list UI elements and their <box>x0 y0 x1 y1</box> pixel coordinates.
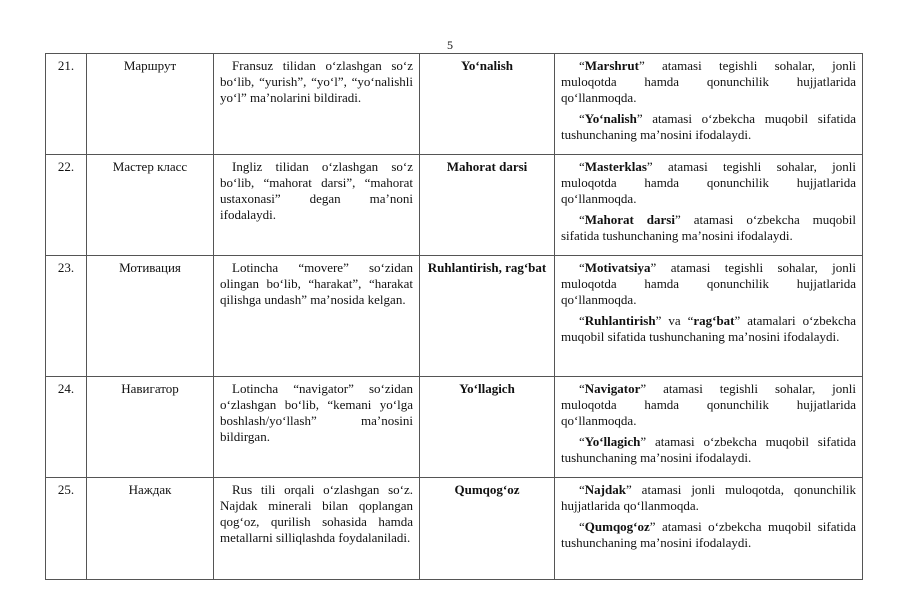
foreign-term: Мастер класс <box>87 155 214 256</box>
foreign-term: Маршрут <box>87 54 214 155</box>
term-origin: Ingliz tilidan o‘zlashgan so‘z bo‘lib, “mahorat darsi”, “mahorat ustaxonasi” degan ma’noni ifodalaydi. <box>214 155 420 256</box>
term-highlight: Qumqog‘oz <box>584 519 650 534</box>
row-number: 22. <box>46 155 87 256</box>
term-highlight: Ruhlantirish <box>584 313 656 328</box>
usage-note <box>555 377 863 478</box>
term-highlight: Masterklas <box>584 159 647 174</box>
term-origin: Rus tili orqali o‘zlashgan so‘z. Najdak minerali bilan qoplangan qog‘oz, qurilish sohasida hamda metallarni silliqlashda foydalaniladi. <box>214 478 420 580</box>
uzbek-equivalent: Yo‘nalish <box>420 54 555 155</box>
term-origin: Lotincha “navigator” so‘zidan o‘zlashgan bo‘lib, “kemani yo‘lga boshlash/yo‘llash” ma’nosini bildirgan. <box>214 377 420 478</box>
term-highlight: rag‘bat <box>693 313 735 328</box>
usage-paragraph: “Navigator” atamasi tegishli sohalar, jonli muloqotda hamda qonunchilik hujjatlarida qo‘llanmoqda. <box>561 381 856 428</box>
term-origin: Fransuz tilidan o‘zlashgan so‘z bo‘lib, “yurish”, “yo‘l”, “yo‘nalishli yo‘l” ma’nolarini bildiradi. <box>214 54 420 155</box>
row-number: 23. <box>46 256 87 377</box>
term-highlight: Najdak <box>584 482 626 497</box>
table-row <box>46 478 863 580</box>
foreign-term: Мотивация <box>87 256 214 377</box>
equivalent-paragraph: “Ruhlantirish” va “rag‘bat” atamalari o‘zbekcha muqobil sifatida tushunchaning ma’nosini ifodalaydi. <box>561 313 856 344</box>
equivalent-paragraph: “Mahorat darsi” atamasi o‘zbekcha muqobil sifatida tushunchaning ma’nosini ifodalaydi. <box>561 212 856 243</box>
term-highlight: Navigator <box>584 381 641 396</box>
term-origin: Lotincha “movere” so‘zidan olingan bo‘lib, “harakat”, “harakat qilishga undash” ma’nosida kelgan. <box>214 256 420 377</box>
equivalent-paragraph: “Yo‘nalish” atamasi o‘zbekcha muqobil sifatida tushunchaning ma’nosini ifodalaydi. <box>561 111 856 142</box>
table-row <box>46 377 863 478</box>
term-highlight: Mahorat darsi <box>584 212 675 227</box>
foreign-term: Навигатор <box>87 377 214 478</box>
usage-paragraph: “Motivatsiya” atamasi tegishli sohalar, jonli muloqotda hamda qonunchilik hujjatlarida qo‘llanmoqda. <box>561 260 856 307</box>
usage-note <box>555 155 863 256</box>
usage-note <box>555 256 863 377</box>
table-row <box>46 54 863 155</box>
table-row <box>46 256 863 377</box>
foreign-term: Наждак <box>87 478 214 580</box>
usage-paragraph: “Najdak” atamasi jonli muloqotda, qonunchilik hujjatlarida qo‘llanmoqda. <box>561 482 856 513</box>
equivalent-paragraph: “Yo‘llagich” atamasi o‘zbekcha muqobil sifatida tushunchaning ma’nosini ifodalaydi. <box>561 434 856 465</box>
usage-note <box>555 54 863 155</box>
row-number: 25. <box>46 478 87 580</box>
usage-paragraph: “Masterklas” atamasi tegishli sohalar, jonli muloqotda hamda qonunchilik hujjatlarida qo‘llanmoqda. <box>561 159 856 206</box>
page-number: 5 <box>447 38 453 52</box>
row-number: 24. <box>46 377 87 478</box>
equivalent-paragraph: “Qumqog‘oz” atamasi o‘zbekcha muqobil sifatida tushunchaning ma’nosini ifodalaydi. <box>561 519 856 550</box>
usage-paragraph: “Marshrut” atamasi tegishli sohalar, jonli muloqotda hamda qonunchilik hujjatlarida qo‘llanmoqda. <box>561 58 856 105</box>
terms-table <box>45 53 863 580</box>
uzbek-equivalent: Mahorat darsi <box>420 155 555 256</box>
term-highlight: Yo‘llagich <box>584 434 641 449</box>
usage-note <box>555 478 863 580</box>
row-number: 21. <box>46 54 87 155</box>
term-highlight: Motivatsiya <box>584 260 651 275</box>
table-row <box>46 155 863 256</box>
uzbek-equivalent: Yo‘llagich <box>420 377 555 478</box>
term-highlight: Marshrut <box>584 58 639 73</box>
uzbek-equivalent: Qumqog‘oz <box>420 478 555 580</box>
term-highlight: Yo‘nalish <box>584 111 637 126</box>
uzbek-equivalent: Ruhlantirish, rag‘bat <box>420 256 555 377</box>
